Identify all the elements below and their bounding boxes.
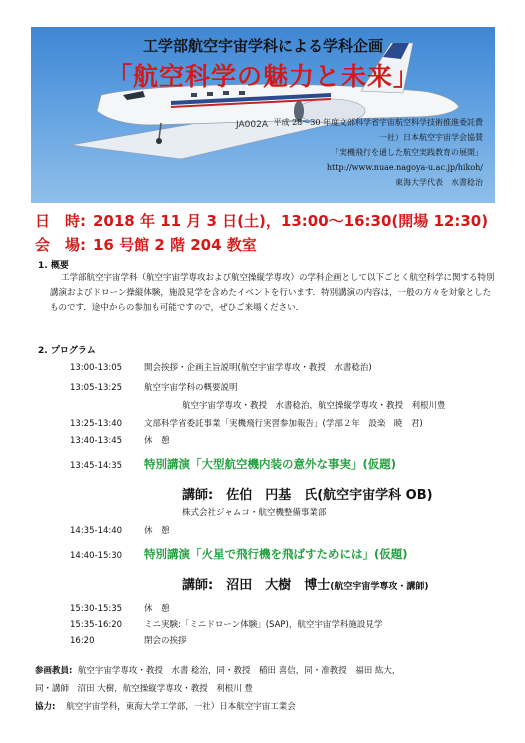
hero-info	[274, 115, 483, 190]
program-time: 13:45-14:35	[70, 461, 123, 471]
program-time: 14:40-15:30	[70, 551, 123, 561]
program-item: 休 憩	[144, 436, 170, 446]
staff-text: 航空宇宙学専攻・教授 水書 稔治，同・教授 稲田 喜信，同・准教授 福田 紘大，	[77, 666, 401, 676]
program-time: 15:35-16:20	[70, 620, 123, 630]
program-time: 13:25-13:40	[70, 419, 123, 429]
staff-line-2: 同・講師 沼田 大樹，航空操縦学専攻・教授 利根川 豊	[35, 684, 253, 694]
program-item: 休 憩	[144, 604, 170, 614]
speaker-name	[182, 574, 428, 593]
program-row	[70, 546, 408, 562]
event-date	[35, 210, 488, 231]
speaker-name-text: 講師: 沼田 大樹 博士	[182, 578, 331, 593]
program-time: 13:40-13:45	[70, 436, 123, 446]
hero-main-title: 「航空科学の魅力と未来」	[106, 62, 419, 91]
staff-line	[35, 664, 400, 676]
program-row	[70, 456, 396, 472]
venue-label: 会 場:	[35, 236, 86, 254]
program-row	[70, 634, 187, 646]
program-item: 開会挨拶・企画主旨説明(航空宇宙学専攻・教授 水書稔治)	[144, 363, 372, 373]
staff-label: 参画教員:	[35, 666, 73, 676]
program-subline: 航空宇宙学専攻・教授 水書稔治，航空操縦学専攻・教授 利根川豊	[182, 401, 446, 411]
hero-info-line: 平成 28～30 年度文部科学省宇宙航空科学技術推進委託費	[273, 118, 483, 127]
program-row	[70, 434, 170, 446]
program-row	[70, 524, 170, 536]
program-time: 13:00-13:05	[70, 363, 123, 373]
program-item: 閉会の挨拶	[144, 636, 187, 646]
cooperation-label: 協力:	[35, 702, 56, 712]
hero-banner	[31, 27, 495, 203]
cooperation-line	[35, 700, 296, 712]
program-time: 16:20	[70, 636, 95, 646]
program-item: ミニ実験:「ミニドローン体験」(SAP)，航空宇宙学科施設見学	[144, 620, 383, 630]
program-item: 休 憩	[144, 526, 170, 536]
special-lecture-title: 特別講演「火星で飛行機を飛ばすためには」(仮題)	[144, 547, 408, 561]
program-row	[70, 618, 382, 630]
program-time: 15:30-15:35	[70, 604, 123, 614]
speaker-name: 講師: 佐伯 円基 氏(航空宇宙学科 OB)	[182, 488, 433, 503]
hero-info-url[interactable]: http://www.nuae.nagoya-u.ac.jp/hikoh/	[326, 163, 483, 172]
hero-info-line: 東海大学代表 水書稔治	[395, 178, 483, 187]
hero-title: 工学部航空宇宙学科による学科企画	[142, 37, 383, 55]
program-row	[70, 602, 170, 614]
program-row	[70, 417, 423, 429]
overview-heading: 1. 概要	[38, 261, 69, 271]
program-row	[70, 381, 238, 393]
overview-text: 工学部航空宇宙学科（航空宇宙学専攻および航空操縦学専攻）の学科企画として以下ごとく航空科学に関する特別講演およびドローン操縦体験，施設見学を含めたイベントを行います．特別講演の内容は，一般の方々を対象としたものです．途中からの参加も可能ですので，ぜひご来場ください．	[50, 273, 495, 313]
program-heading: 2. プログラム	[38, 346, 96, 356]
date-label: 日 時:	[35, 212, 86, 230]
program-time: 14:35-14:40	[70, 526, 123, 536]
svg-text:JA002A: JA002A	[236, 120, 268, 130]
hero-info-line: 「実機飛行を通した航空実践教育の展開」	[331, 148, 483, 157]
event-venue	[35, 234, 257, 255]
cooperation-text: 航空宇宙学科，東海大学工学部，一社）日本航空宇宙工業会	[66, 702, 296, 712]
hero-info-line: 一社）日本航空宇宙学会協賛	[379, 133, 483, 142]
program-time: 13:05-13:25	[70, 383, 123, 393]
speaker-affiliation: 株式会社ジャムコ・航空機整備事業部	[182, 508, 327, 518]
program-item: 航空宇宙学科の概要説明	[144, 383, 238, 393]
venue-value: 16 号館 2 階 204 教室	[93, 236, 257, 254]
program-item: 文部科学省委託事業「実機飛行実習参加報告」(学部２年 設楽 暁 君)	[144, 419, 423, 429]
date-value: 2018 年 11 月 3 日(土)，13:00～16:30(開場 12:30)	[93, 212, 489, 230]
speaker-role: (航空宇宙学専攻・講師)	[330, 582, 429, 592]
special-lecture-title: 特別講演「大型航空機内装の意外な事実」(仮題)	[144, 457, 397, 471]
program-row	[70, 361, 372, 373]
